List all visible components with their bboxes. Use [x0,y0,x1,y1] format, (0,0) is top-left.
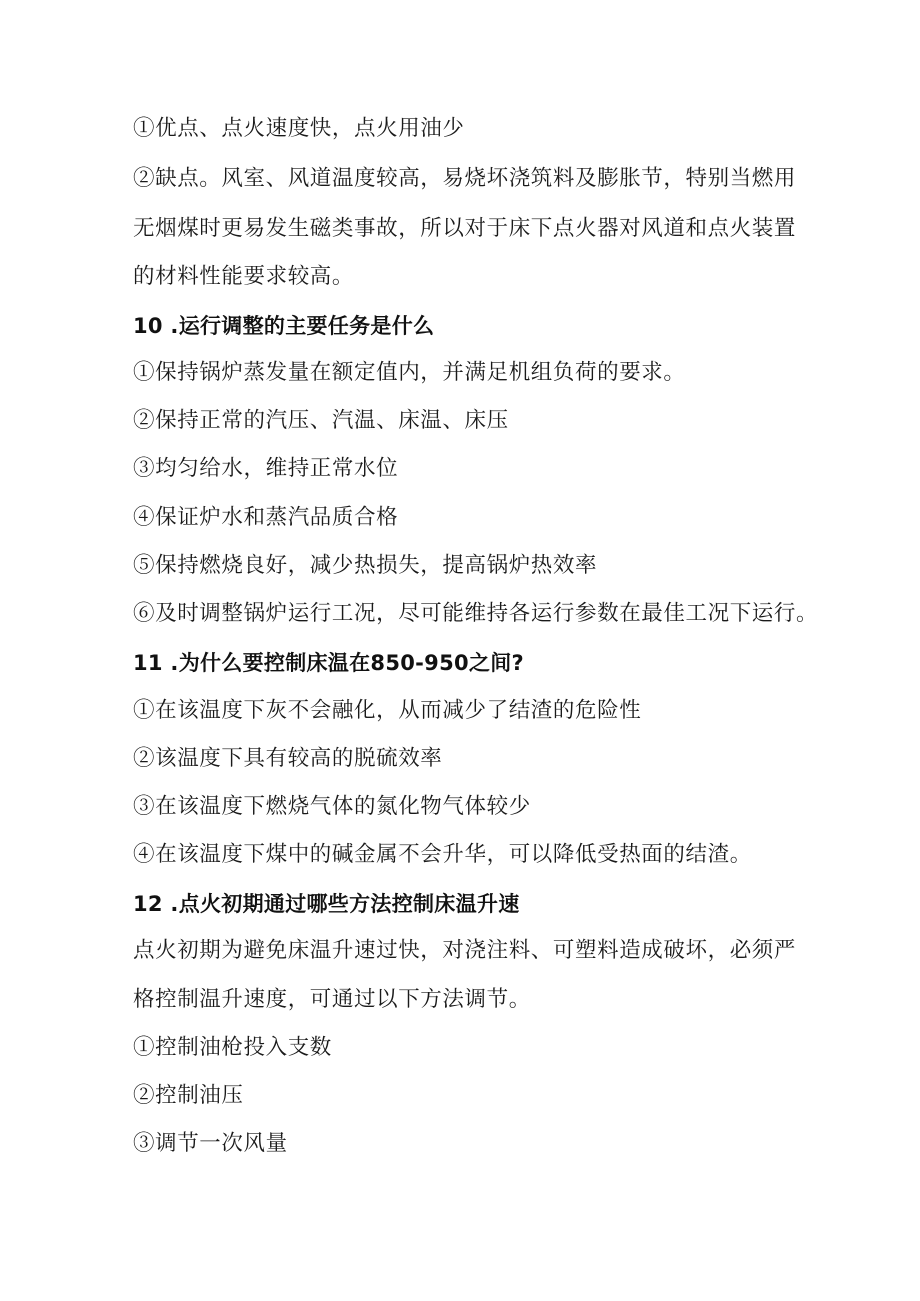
list-item: ②控制油压 [133,1083,244,1108]
list-item: ⑥及时调整锅炉运行工况，尽可能维持各运行参数在最佳工况下运行。 [133,601,819,626]
list-item: ①在该温度下灰不会融化，从而减少了结渣的危险性 [133,698,642,723]
question-heading-11: 11 .为什么要控制床温在850-950之间? [133,651,524,675]
question-heading-12: 12 .点火初期通过哪些方法控制床温升速 [133,892,520,916]
question-heading-10: 10 .运行调整的主要任务是什么 [133,314,435,338]
list-item: ③均匀给水，维持正常水位 [133,456,399,481]
list-item: ③在该温度下燃烧气体的氮化物气体较少 [133,794,531,819]
list-item: ⑤保持燃烧良好，减少热损失，提高锅炉热效率 [133,553,598,578]
paragraph-line: 的材料性能要求较高。 [133,264,355,289]
paragraph-line: ①优点、点火速度快，点火用油少 [133,116,465,141]
list-item: ②该温度下具有较高的脱硫效率 [133,746,443,771]
list-item: ④在该温度下煤中的碱金属不会升华，可以降低受热面的结渣。 [133,842,752,867]
list-item: ③调节一次风量 [133,1131,288,1156]
list-item: ①保持锅炉蒸发量在额定值内，并满足机组负荷的要求。 [133,360,686,385]
list-item: ①控制油枪投入支数 [133,1035,332,1060]
paragraph-line: 无烟煤时更易发生磁类事故，所以对于床下点火器对风道和点火装置 [133,216,797,241]
paragraph-line: ②缺点。风室、风道温度较高，易烧坏浇筑料及膨胀节，特别当燃用 [133,166,797,191]
list-item: ②保持正常的汽压、汽温、床温、床压 [133,408,509,433]
paragraph-line: 格控制温升速度，可通过以下方法调节。 [133,987,531,1012]
list-item: ④保证炉水和蒸汽品质合格 [133,505,399,530]
paragraph-line: 点火初期为避免床温升速过快，对浇注料、可塑料造成破坏，必须严 [133,938,797,963]
